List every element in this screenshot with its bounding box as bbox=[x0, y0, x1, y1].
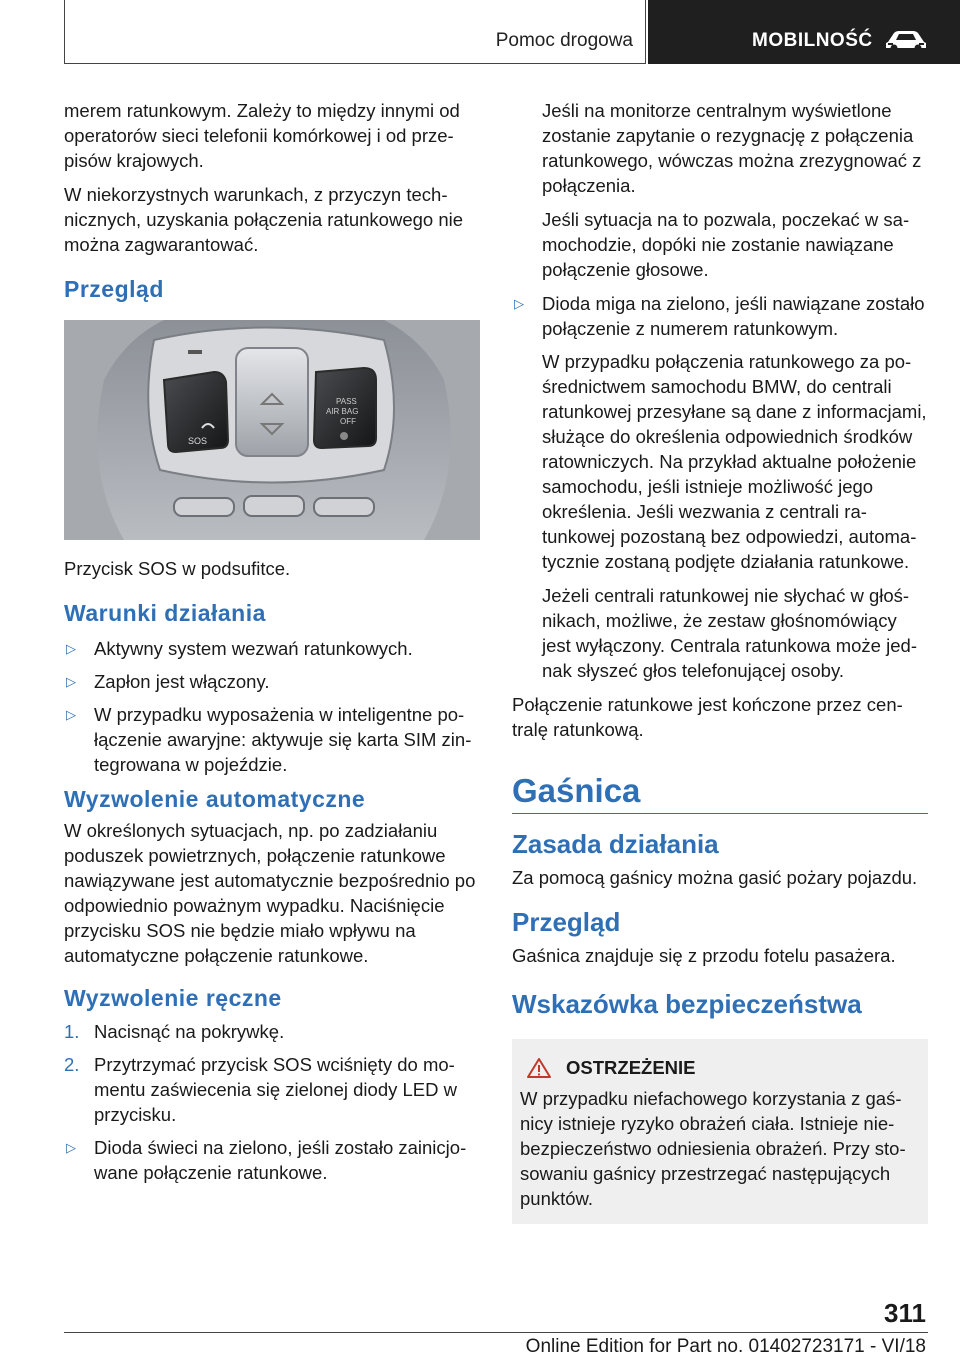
pass-label: PASS bbox=[336, 397, 357, 406]
list-item: 2. Przytrzymać przycisk SOS wciśnięty do momentu zaświecenia się zielonej diody LED w przycisku. bbox=[64, 1054, 457, 1125]
warning-box bbox=[512, 1039, 928, 1224]
sos-label: SOS bbox=[188, 436, 208, 446]
header-chapter-box bbox=[64, 0, 646, 64]
conditions-list bbox=[64, 636, 480, 777]
bullet-triangle-icon: ▷ bbox=[66, 674, 76, 689]
photo-caption: Przycisk SOS w podsufitce. bbox=[64, 558, 291, 579]
principle-heading: Zasada działania bbox=[512, 829, 719, 859]
manual-heading: Wyzwolenie ręczne bbox=[64, 985, 282, 1011]
bullet-triangle-icon: ▷ bbox=[66, 641, 76, 656]
bullet-triangle-icon: ▷ bbox=[66, 1140, 76, 1155]
paragraph: Jeśli na monitorze centralnym wyświetlone zostanie zapytanie o rezygnację z połączenia ratunkowego, wówczas można zrezygnować z połączenia. bbox=[542, 100, 922, 196]
sos-button-photo bbox=[64, 320, 480, 540]
overview-heading: Przegląd bbox=[64, 276, 164, 302]
overview-text: Gaśnica znajduje się z przodu fotelu pasażera. bbox=[512, 945, 896, 966]
footer-rule bbox=[64, 1332, 928, 1333]
warning-text: W przypadku niefachowego korzystania z gaśnicy istnieje ryzyko obrażeń ciała. Istnieje niebezpieczeństwo odniesienia obrażeń. Przy stosowaniu gaśnicy przestrzegać następujących punktów. bbox=[520, 1088, 906, 1209]
principle-text: Za pomocą gaśnicy można gasić pożary pojazdu. bbox=[512, 867, 918, 888]
paragraph: Jeżeli centrali ratunkowej nie słychać w głośnikach, możliwe, że zestaw głośnomówiący jest wyłączony. Centrala ratunkowa może jednak słyszeć głos telefonującej osoby. bbox=[542, 585, 917, 681]
intro-paragraph: W niekorzystnych warunkach, z przyczyn technicznych, uzyskania połączenia ratunkowego nie można zagwarantować. bbox=[64, 184, 464, 255]
header-section-box bbox=[648, 0, 960, 64]
auto-heading: Wyzwolenie automatyczne bbox=[64, 786, 366, 812]
warning-title: OSTRZEŻENIE bbox=[566, 1057, 696, 1078]
bullet-triangle-icon: ▷ bbox=[514, 296, 524, 311]
car-icon bbox=[882, 28, 930, 52]
paragraph: W przypadku połączenia ratunkowego za pośrednictwem samochodu BMW, do centrali ratunkowej przesyłane są dane z informacjami, służące do określenia odpowiednich środków ratowniczych. Na przykład aktualne położenie samochodu, jeśli istnieje możliwość jego określenia. Jeśli wezwania z centrali ratunkowej pozostaną bez odpowiedzi, automatycznie zostaną podjęte działania ratunkowe. bbox=[542, 351, 927, 572]
overview-heading-right: Przegląd bbox=[512, 907, 621, 937]
list-item: 1. Nacisnąć na pokrywkę. bbox=[64, 1021, 285, 1042]
list-item: ▷ Dioda miga na zielono, jeśli nawiązane zostało połączenie z numerem ratunkowym. bbox=[514, 293, 925, 339]
airbag-label: AIR BAG bbox=[326, 407, 359, 416]
blink-list bbox=[512, 291, 928, 341]
paragraph: Jeśli sytuacja na to pozwala, poczekać w samochodzie, dopóki nie zostanie nawiązane połączenie głosowe. bbox=[542, 209, 910, 280]
edition-text: Online Edition for Part no. 01402723171 - VI/18 bbox=[525, 1336, 926, 1357]
conditions-heading: Warunki działania bbox=[64, 600, 266, 626]
off-label: OFF bbox=[340, 417, 356, 426]
manual-steps bbox=[64, 1019, 480, 1185]
intro-paragraph: merem ratunkowym. Zależy to między innymi od operatorów sieci telefonii komórkowej i od przepisów krajowych. bbox=[64, 100, 460, 171]
left-column bbox=[64, 98, 480, 1193]
page-number: 311 bbox=[884, 1298, 926, 1328]
list-item: ▷ Dioda świeci na zielono, jeśli zostało zainicjowane połączenie ratunkowe. bbox=[66, 1137, 467, 1183]
list-item: ▷ Aktywny system wezwań ratunkowych. bbox=[66, 638, 413, 659]
auto-text: W określonych sytuacjach, np. po zadziałaniu poduszek powietrznych, połączenie ratunkowe nawiązywane jest automatycznie bezpośrednio po odpowiednio poważnym wypadku. Naciśnięcie przycisku SOS nie będzie miało wpływu na automatyczne połączenie ratunkowe. bbox=[64, 820, 476, 966]
heading-rule bbox=[512, 813, 928, 814]
list-item: ▷ Zapłon jest włączony. bbox=[66, 671, 270, 692]
safety-heading: Wskazówka bezpieczeństwa bbox=[512, 989, 862, 1019]
warning-triangle-icon bbox=[526, 1057, 552, 1079]
chapter-title: Pomoc drogowa bbox=[495, 30, 633, 51]
main-heading: Gaśnica bbox=[512, 772, 641, 809]
list-item: ▷ W przypadku wyposażenia w inteligentne połączenie awaryjne: aktywuje się karta SIM zintegrowana w pojeździe. bbox=[66, 704, 472, 775]
bullet-triangle-icon: ▷ bbox=[66, 707, 76, 722]
right-column bbox=[512, 98, 928, 1224]
section-title: MOBILNOŚĆ bbox=[752, 30, 873, 51]
end-text: Połączenie ratunkowe jest kończone przez centralę ratunkową. bbox=[512, 694, 903, 740]
